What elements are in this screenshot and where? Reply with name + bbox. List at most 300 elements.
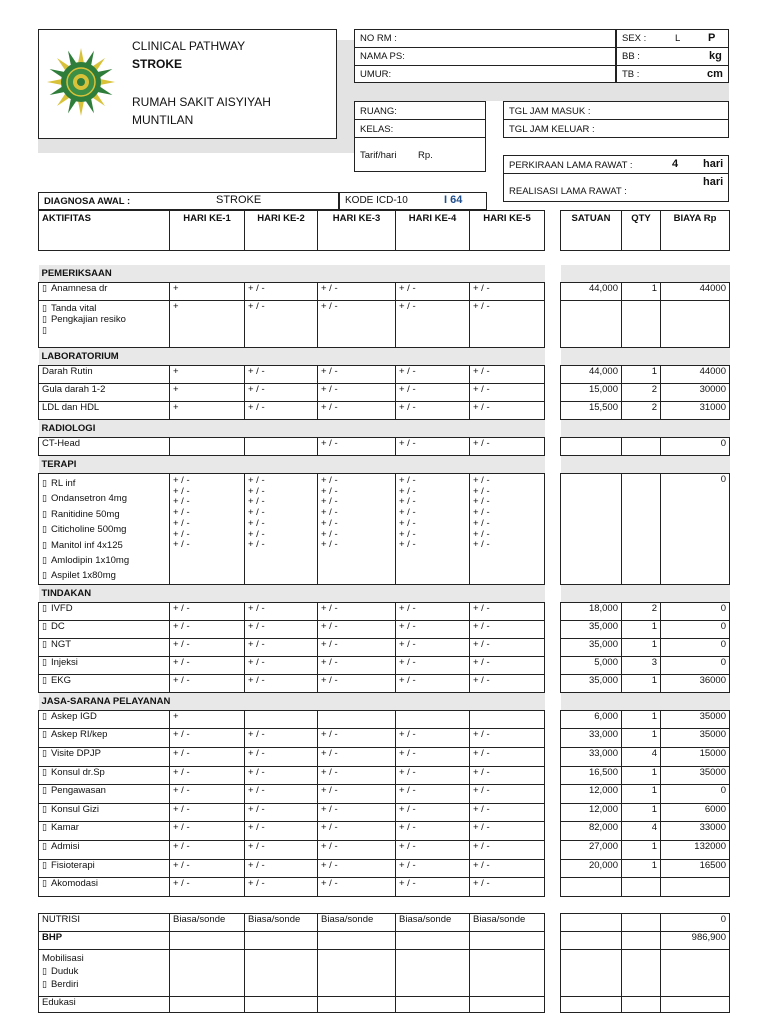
title-shadow xyxy=(38,139,354,153)
activity-cell xyxy=(39,656,170,674)
activity-text: Pengawasan xyxy=(50,785,106,797)
checkbox-icon[interactable]: ▯ xyxy=(42,822,47,833)
activity-text: DC xyxy=(50,620,65,632)
checkbox-icon[interactable]: ▯ xyxy=(42,878,47,889)
checkbox-icon[interactable]: ▯ xyxy=(42,493,47,504)
day-1-cell[interactable]: + xyxy=(170,283,245,301)
day-4-cell[interactable]: + / - xyxy=(396,638,470,656)
checkbox-icon[interactable]: ▯ xyxy=(42,314,47,324)
day-mark: + / - xyxy=(173,517,190,529)
qty-cell[interactable] xyxy=(622,996,661,1012)
day-5-cell[interactable]: + / - xyxy=(470,766,545,785)
day-4-cell[interactable]: + / - xyxy=(396,384,470,402)
activity-text: Askep IGD xyxy=(50,710,97,722)
checkbox-icon[interactable]: ▯ xyxy=(42,710,47,721)
activity-line xyxy=(42,325,166,336)
section-jasa: JASA-SARANA PELAYANAN xyxy=(39,692,545,710)
activity-text: Berdiri xyxy=(50,978,79,990)
day-2-cell[interactable]: + / - xyxy=(245,766,318,785)
biaya-cell: 35000 xyxy=(661,729,730,748)
day-1-cell[interactable]: + xyxy=(170,366,245,384)
checkbox-icon[interactable]: ▯ xyxy=(42,841,47,851)
day-5-cell[interactable]: + / - xyxy=(470,366,545,384)
day-mark: + / - xyxy=(321,485,338,497)
satuan-cell: 44,000 xyxy=(561,366,622,384)
day-2-cell[interactable]: + / - xyxy=(245,602,318,620)
day-1-cell[interactable]: + / - xyxy=(170,748,245,767)
day-mark: + / - xyxy=(248,485,265,497)
satuan-cell: 35,000 xyxy=(561,638,622,656)
day-3-cell[interactable]: + / - xyxy=(318,729,396,748)
qty-cell[interactable]: 3 xyxy=(622,656,661,674)
umur-field[interactable]: UMUR: xyxy=(360,69,392,80)
tb-unit: cm xyxy=(707,68,723,80)
day-4-cell[interactable]: + / - xyxy=(396,859,470,878)
qty-cell[interactable]: 1 xyxy=(622,710,661,729)
qty-cell[interactable]: 1 xyxy=(622,859,661,878)
qty-cell[interactable] xyxy=(622,438,661,456)
day-3-cell[interactable]: + / - xyxy=(318,878,396,897)
day-mark: + / - xyxy=(473,517,490,529)
day-mark: + / - xyxy=(173,475,190,486)
biaya-cell: 44000 xyxy=(661,283,730,301)
no-rm-field[interactable]: NO RM : xyxy=(360,33,397,44)
activity-line xyxy=(42,303,166,314)
activity-line xyxy=(42,878,166,889)
checkbox-icon[interactable]: ▯ xyxy=(42,748,47,759)
day-4-cell[interactable]: + / - xyxy=(396,602,470,620)
day-5-cell[interactable]: + / - xyxy=(470,674,545,692)
col-h2: HARI KE-2 xyxy=(245,211,318,251)
activity-line xyxy=(42,711,166,722)
day-3-cell[interactable]: + / - xyxy=(318,674,396,692)
activity-cell: Darah Rutin xyxy=(39,366,170,384)
day-5-cell[interactable]: + / - xyxy=(470,402,545,420)
day-5-cell[interactable]: Biasa/sonde xyxy=(470,913,545,931)
qty-cell[interactable]: 1 xyxy=(622,785,661,804)
kelas-field[interactable]: KELAS: xyxy=(360,124,394,135)
day-3-cell[interactable]: + / - xyxy=(318,803,396,822)
day-4-cell[interactable]: + / - xyxy=(396,803,470,822)
activity-text: EKG xyxy=(50,674,72,686)
day-2-cell[interactable]: + / - xyxy=(245,729,318,748)
day-mark: + / - xyxy=(173,496,190,508)
day-4-cell[interactable] xyxy=(396,996,470,1012)
activity-text: IVFD xyxy=(50,602,73,614)
biaya-cell: 15000 xyxy=(661,748,730,767)
satuan-cell xyxy=(561,474,622,585)
day-3-cell[interactable]: + / - xyxy=(318,366,396,384)
day-5-cell[interactable]: + / - xyxy=(470,620,545,638)
day-2-cell[interactable]: + / - xyxy=(245,656,318,674)
day-4-cell[interactable]: + / - xyxy=(396,878,470,897)
day-2-cell[interactable]: + / - xyxy=(245,785,318,804)
day-2-cell[interactable] xyxy=(245,949,318,996)
activity-line xyxy=(42,283,166,294)
activity-cell: LDL dan HDL xyxy=(39,402,170,420)
day-4-cell[interactable]: + / - xyxy=(396,674,470,692)
qty-cell[interactable]: 1 xyxy=(622,803,661,822)
day-2-cell[interactable]: + / - xyxy=(245,674,318,692)
day-1-cell[interactable]: + xyxy=(170,384,245,402)
day-2-cell[interactable] xyxy=(245,931,318,949)
qty-cell[interactable] xyxy=(622,913,661,931)
day-4-cell[interactable]: + / - xyxy=(396,301,470,348)
day-2-cell[interactable] xyxy=(245,996,318,1012)
qty-cell[interactable] xyxy=(622,474,661,585)
satuan-cell: 35,000 xyxy=(561,674,622,692)
title-box xyxy=(38,29,337,139)
section-tindakan: TINDAKAN xyxy=(39,584,545,602)
checkbox-icon[interactable]: ▯ xyxy=(42,539,47,550)
day-5-cell[interactable] xyxy=(470,474,545,585)
day-3-cell[interactable] xyxy=(318,931,396,949)
day-mark: + / - xyxy=(248,496,265,508)
activity-line xyxy=(42,657,166,668)
day-4-cell[interactable]: + / - xyxy=(396,366,470,384)
day-4-cell[interactable]: + / - xyxy=(396,729,470,748)
day-5-cell[interactable]: + / - xyxy=(470,438,545,456)
qty-cell[interactable] xyxy=(622,878,661,897)
day-5-cell[interactable]: + / - xyxy=(470,283,545,301)
satuan-cell: 27,000 xyxy=(561,841,622,860)
day-2-cell[interactable]: + / - xyxy=(245,402,318,420)
checkbox-icon[interactable]: ▯ xyxy=(42,524,47,535)
qty-cell[interactable]: 2 xyxy=(622,402,661,420)
day-5-cell[interactable]: + / - xyxy=(470,822,545,841)
day-2-cell[interactable]: + / - xyxy=(245,822,318,841)
day-5-cell[interactable]: + / - xyxy=(470,301,545,348)
day-3-cell[interactable]: + / - xyxy=(318,301,396,348)
day-3-cell[interactable]: + / - xyxy=(318,438,396,456)
qty-cell[interactable]: 1 xyxy=(622,620,661,638)
day-3-cell[interactable] xyxy=(318,710,396,729)
activity-text: Askep RI/kep xyxy=(50,729,108,741)
satuan-cell xyxy=(561,931,622,949)
hospital-name-line2: MUNTILAN xyxy=(132,113,194,127)
day-mark: + / - xyxy=(321,539,338,551)
day-1-cell[interactable]: + xyxy=(170,301,245,348)
day-1-cell[interactable]: + / - xyxy=(170,638,245,656)
day-4-cell[interactable] xyxy=(396,474,470,585)
ruang-field[interactable]: RUANG: xyxy=(360,106,397,117)
day-4-cell[interactable]: + / - xyxy=(396,766,470,785)
day-5-cell[interactable]: + / - xyxy=(470,803,545,822)
day-3-cell[interactable] xyxy=(318,474,396,585)
day-2-cell[interactable] xyxy=(245,710,318,729)
day-3-cell[interactable]: + / - xyxy=(318,384,396,402)
activity-text: Citicholine 500mg xyxy=(50,524,127,536)
day-3-cell[interactable]: + / - xyxy=(318,638,396,656)
day-mark: + / - xyxy=(248,528,265,540)
biaya-cell: 35000 xyxy=(661,766,730,785)
activity-text: Fisioterapi xyxy=(50,859,95,871)
day-mark: + / - xyxy=(173,528,190,540)
day-3-cell[interactable]: + / - xyxy=(318,748,396,767)
qty-cell[interactable] xyxy=(622,931,661,949)
satuan-cell: 6,000 xyxy=(561,710,622,729)
activity-line xyxy=(42,965,166,978)
day-4-cell[interactable]: + / - xyxy=(396,656,470,674)
day-1-cell[interactable]: Biasa/sonde xyxy=(170,913,245,931)
day-1-cell[interactable]: + / - xyxy=(170,822,245,841)
day-2-cell[interactable]: + / - xyxy=(245,366,318,384)
checkbox-icon[interactable]: ▯ xyxy=(42,620,47,631)
satuan-cell: 33,000 xyxy=(561,748,622,767)
day-2-cell[interactable]: + / - xyxy=(245,638,318,656)
day-mark: + / - xyxy=(173,485,190,497)
sex-label: SEX : xyxy=(622,33,647,44)
day-2-cell[interactable]: Biasa/sonde xyxy=(245,913,318,931)
day-1-cell[interactable]: + xyxy=(170,402,245,420)
day-1-cell[interactable]: + / - xyxy=(170,620,245,638)
day-3-cell[interactable] xyxy=(318,996,396,1012)
day-mark: + / - xyxy=(321,496,338,508)
day-4-cell[interactable] xyxy=(396,710,470,729)
nama-field[interactable]: NAMA PS: xyxy=(360,51,405,62)
diagnosa-label: DIAGNOSA AWAL : xyxy=(44,196,131,207)
activity-text: Visite DPJP xyxy=(50,748,101,760)
perkiraan-value[interactable]: 4 xyxy=(672,158,679,170)
day-1-cell[interactable]: + / - xyxy=(170,859,245,878)
realisasi-unit: hari xyxy=(703,176,724,188)
qty-cell[interactable]: 1 xyxy=(622,766,661,785)
checkbox-icon[interactable]: ▯ xyxy=(42,325,47,335)
satuan-cell: 5,000 xyxy=(561,656,622,674)
biaya-cell: 0 xyxy=(661,785,730,804)
checkbox-icon[interactable]: ▯ xyxy=(42,965,47,976)
day-5-cell[interactable]: + / - xyxy=(470,638,545,656)
checkbox-icon[interactable]: ▯ xyxy=(42,638,47,649)
day-5-cell[interactable]: + / - xyxy=(470,729,545,748)
activity-line xyxy=(42,748,166,759)
day-1-cell[interactable]: + / - xyxy=(170,602,245,620)
day-5-cell[interactable]: + / - xyxy=(470,384,545,402)
day-mark: + / - xyxy=(248,507,265,519)
day-1-cell[interactable]: + / - xyxy=(170,674,245,692)
day-5-cell[interactable]: + / - xyxy=(470,859,545,878)
checkbox-icon[interactable]: ▯ xyxy=(42,283,47,293)
checkbox-icon[interactable]: ▯ xyxy=(42,656,47,667)
day-2-cell[interactable]: + / - xyxy=(245,384,318,402)
day-5-cell[interactable]: + / - xyxy=(470,785,545,804)
activity-line xyxy=(42,553,166,568)
checkbox-icon[interactable]: ▯ xyxy=(42,508,47,519)
day-1-cell[interactable]: + / - xyxy=(170,729,245,748)
day-4-cell[interactable]: + / - xyxy=(396,785,470,804)
day-1-cell[interactable]: + / - xyxy=(170,878,245,897)
day-5-cell[interactable] xyxy=(470,949,545,996)
qty-cell[interactable]: 2 xyxy=(622,384,661,402)
qty-cell[interactable]: 2 xyxy=(622,602,661,620)
activity-line xyxy=(42,568,166,583)
qty-cell[interactable]: 1 xyxy=(622,674,661,692)
day-3-cell[interactable]: + / - xyxy=(318,822,396,841)
day-2-cell[interactable]: + / - xyxy=(245,859,318,878)
activity-text: NGT xyxy=(50,638,72,650)
activity-cell xyxy=(39,841,170,860)
qty-cell[interactable]: 1 xyxy=(622,283,661,301)
activity-cell: Gula darah 1-2 xyxy=(39,384,170,402)
activity-text: Admisi xyxy=(50,841,80,852)
day-1-cell[interactable]: + / - xyxy=(170,766,245,785)
activity-cell xyxy=(39,283,170,301)
day-3-cell[interactable]: + / - xyxy=(318,785,396,804)
biaya-cell: 986,900 xyxy=(661,931,730,949)
biaya-cell: 36000 xyxy=(661,674,730,692)
sex-unit: P xyxy=(708,32,716,44)
tgl-masuk-field[interactable]: TGL JAM MASUK : xyxy=(509,106,591,117)
day-4-cell[interactable]: + / - xyxy=(396,620,470,638)
day-3-cell[interactable]: + / - xyxy=(318,656,396,674)
day-1-cell[interactable]: + / - xyxy=(170,841,245,860)
day-4-cell[interactable]: + / - xyxy=(396,748,470,767)
tb-label: TB : xyxy=(622,69,640,80)
satuan-cell xyxy=(561,301,622,348)
activity-line xyxy=(42,491,166,506)
day-2-cell[interactable]: + / - xyxy=(245,748,318,767)
checkbox-icon[interactable]: ▯ xyxy=(42,674,47,685)
day-1-cell[interactable]: + / - xyxy=(170,803,245,822)
day-3-cell[interactable]: Biasa/sonde xyxy=(318,913,396,931)
day-3-cell[interactable]: + / - xyxy=(318,602,396,620)
day-2-cell[interactable]: + / - xyxy=(245,283,318,301)
day-5-cell[interactable]: + / - xyxy=(470,841,545,860)
qty-cell[interactable]: 1 xyxy=(622,638,661,656)
day-2-cell[interactable] xyxy=(245,438,318,456)
activity-line xyxy=(42,603,166,614)
checkbox-icon[interactable]: ▯ xyxy=(42,570,47,581)
day-5-cell[interactable] xyxy=(470,931,545,949)
day-4-cell[interactable]: Biasa/sonde xyxy=(396,913,470,931)
checkbox-icon[interactable]: ▯ xyxy=(42,766,47,777)
qty-cell[interactable]: 1 xyxy=(622,841,661,860)
perkiraan-label: PERKIRAAN LAMA RAWAT : xyxy=(509,160,633,171)
day-5-cell[interactable]: + / - xyxy=(470,656,545,674)
day-1-cell[interactable]: + / - xyxy=(170,785,245,804)
hospital-name-line1: RUMAH SAKIT AISYIYAH xyxy=(132,95,271,109)
day-3-cell[interactable]: + / - xyxy=(318,859,396,878)
day-5-cell[interactable] xyxy=(470,996,545,1012)
activity-cell xyxy=(39,620,170,638)
diagnosa-value[interactable]: STROKE xyxy=(216,194,262,206)
day-1-cell[interactable]: + xyxy=(170,710,245,729)
checkbox-icon[interactable]: ▯ xyxy=(42,859,47,870)
qty-cell[interactable]: 1 xyxy=(622,366,661,384)
day-5-cell[interactable]: + / - xyxy=(470,878,545,897)
mobilisasi-cell xyxy=(39,949,170,996)
sex-value[interactable]: L xyxy=(675,33,681,44)
day-2-cell[interactable]: + / - xyxy=(245,803,318,822)
checkbox-icon[interactable]: ▯ xyxy=(42,978,47,989)
day-4-cell[interactable]: + / - xyxy=(396,822,470,841)
satuan-cell: 33,000 xyxy=(561,729,622,748)
day-mark: + / - xyxy=(473,496,490,508)
checkbox-icon[interactable]: ▯ xyxy=(42,729,47,740)
checkbox-icon[interactable]: ▯ xyxy=(42,785,47,796)
day-3-cell[interactable]: + / - xyxy=(318,402,396,420)
day-3-cell[interactable]: + / - xyxy=(318,620,396,638)
day-1-cell[interactable] xyxy=(170,949,245,996)
col-h4: HARI KE-4 xyxy=(396,211,470,251)
satuan-cell: 44,000 xyxy=(561,283,622,301)
qty-cell[interactable] xyxy=(622,301,661,348)
satuan-cell: 12,000 xyxy=(561,785,622,804)
pathway-title: CLINICAL PATHWAY xyxy=(132,39,246,53)
checkbox-icon[interactable]: ▯ xyxy=(42,478,47,488)
day-2-cell[interactable]: + / - xyxy=(245,878,318,897)
checkbox-icon[interactable]: ▯ xyxy=(42,555,47,566)
day-3-cell[interactable] xyxy=(318,949,396,996)
day-1-cell[interactable] xyxy=(170,931,245,949)
day-4-cell[interactable] xyxy=(396,949,470,996)
qty-cell[interactable]: 1 xyxy=(622,729,661,748)
icd-value[interactable]: I 64 xyxy=(444,194,463,206)
checkbox-icon[interactable]: ▯ xyxy=(42,602,47,613)
col-qty: QTY xyxy=(622,211,661,251)
activity-cell xyxy=(39,878,170,897)
day-2-cell[interactable]: + / - xyxy=(245,620,318,638)
tarif-rp[interactable]: Rp. xyxy=(418,150,433,161)
checkbox-icon[interactable]: ▯ xyxy=(42,303,47,313)
day-mark: + / - xyxy=(399,496,416,508)
biaya-cell: 33000 xyxy=(661,822,730,841)
biaya-cell: 31000 xyxy=(661,402,730,420)
day-mark: + / - xyxy=(248,539,265,551)
day-4-cell[interactable]: + / - xyxy=(396,841,470,860)
day-mark: + / - xyxy=(399,485,416,497)
day-3-cell[interactable]: + / - xyxy=(318,766,396,785)
day-2-cell[interactable] xyxy=(245,474,318,585)
day-2-cell[interactable]: + / - xyxy=(245,841,318,860)
day-1-cell[interactable]: + / - xyxy=(170,656,245,674)
activity-text: Ranitidine 50mg xyxy=(50,508,120,520)
biaya-cell: 0 xyxy=(661,620,730,638)
day-1-cell[interactable] xyxy=(170,996,245,1012)
day-1-cell[interactable] xyxy=(170,474,245,585)
biaya-cell xyxy=(661,996,730,1012)
biaya-cell: 0 xyxy=(661,913,730,931)
qty-cell[interactable]: 4 xyxy=(622,822,661,841)
col-h5: HARI KE-5 xyxy=(470,211,545,251)
checkbox-icon[interactable]: ▯ xyxy=(42,803,47,814)
activity-text: Injeksi xyxy=(50,656,78,668)
tgl-keluar-field[interactable]: TGL JAM KELUAR : xyxy=(509,124,595,135)
day-4-cell[interactable]: + / - xyxy=(396,283,470,301)
activity-text: Aspilet 1x80mg xyxy=(50,570,116,582)
satuan-cell xyxy=(561,913,622,931)
day-5-cell[interactable] xyxy=(470,710,545,729)
qty-cell[interactable]: 4 xyxy=(622,748,661,767)
qty-cell[interactable] xyxy=(622,949,661,996)
day-1-cell[interactable] xyxy=(170,438,245,456)
day-4-cell[interactable]: + / - xyxy=(396,438,470,456)
satuan-cell xyxy=(561,438,622,456)
col-h1: HARI KE-1 xyxy=(170,211,245,251)
day-3-cell[interactable]: + / - xyxy=(318,841,396,860)
day-3-cell[interactable]: + / - xyxy=(318,283,396,301)
day-4-cell[interactable]: + / - xyxy=(396,402,470,420)
day-4-cell[interactable] xyxy=(396,931,470,949)
day-5-cell[interactable]: + / - xyxy=(470,748,545,767)
satuan-cell: 12,000 xyxy=(561,803,622,822)
day-mark: + / - xyxy=(473,475,490,486)
biaya-cell xyxy=(661,949,730,996)
day-2-cell[interactable]: + / - xyxy=(245,301,318,348)
terapi-items-cell xyxy=(39,474,170,585)
day-5-cell[interactable]: + / - xyxy=(470,602,545,620)
activity-text: Anamnesa dr xyxy=(50,283,108,294)
